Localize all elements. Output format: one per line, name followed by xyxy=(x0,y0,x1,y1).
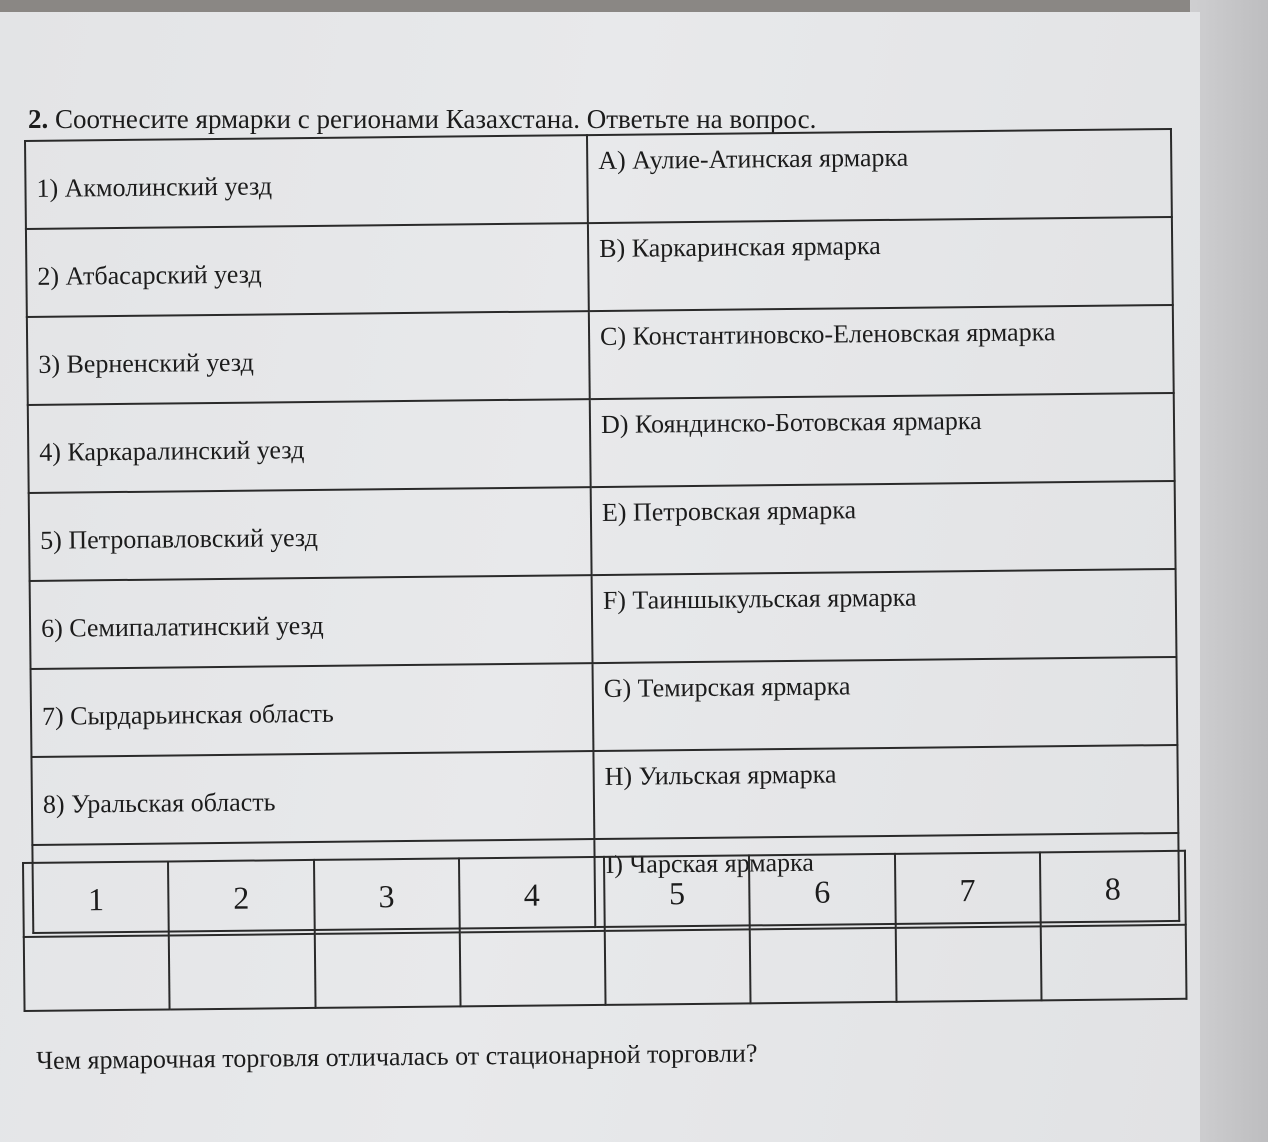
answer-table xyxy=(22,850,1188,1012)
region-cell: 5) Петропавловский уезд xyxy=(29,487,592,581)
answer-blank-cell[interactable] xyxy=(750,928,896,1004)
answer-header-row xyxy=(23,851,1186,937)
question-text: Чем ярмарочная торговля отличалась от стационарной торговли? xyxy=(36,1038,758,1075)
matching-row xyxy=(26,217,1173,317)
answer-header-cell: 2 xyxy=(168,860,314,936)
answer-header-cell: 6 xyxy=(749,854,895,930)
fair-cell: C) Константиновско-Еленовская ярмарка xyxy=(589,305,1174,399)
answer-header-cell: 1 xyxy=(23,861,169,937)
answer-input-row xyxy=(24,925,1187,1011)
answer-blank-cell[interactable] xyxy=(605,929,751,1005)
region-cell: 7) Сырдарьинская область xyxy=(31,663,594,757)
task-heading xyxy=(28,104,816,135)
matching-row xyxy=(31,745,1178,845)
fair-cell: B) Каркаринская ярмарка xyxy=(588,217,1173,311)
matching-row xyxy=(25,129,1172,229)
answer-blank-cell[interactable] xyxy=(460,931,606,1007)
fair-cell: H) Уильская ярмарка xyxy=(593,745,1178,839)
matching-row xyxy=(29,481,1176,581)
matching-table xyxy=(24,128,1180,934)
region-cell: 8) Уральская область xyxy=(31,751,594,845)
answer-header-cell: 4 xyxy=(459,857,605,933)
task-text: Соотнесите ярмарки с регионами Казахстана. Ответьте на вопрос. xyxy=(55,104,817,134)
region-cell: 3) Верненский уезд xyxy=(27,311,590,405)
region-cell: 2) Атбасарский уезд xyxy=(26,223,589,317)
matching-row xyxy=(28,393,1175,493)
fair-cell: I) Чарская ярмарка xyxy=(594,833,1179,927)
region-cell: 4) Каркаралинский уезд xyxy=(28,399,591,493)
answer-header-cell: 8 xyxy=(1040,851,1186,927)
matching-row xyxy=(31,657,1178,757)
answer-blank-cell[interactable] xyxy=(314,932,460,1008)
answer-header-cell: 7 xyxy=(894,852,1040,928)
fair-cell: G) Темирская ярмарка xyxy=(593,657,1178,751)
answer-blank-cell[interactable] xyxy=(895,926,1041,1002)
task-number: 2. xyxy=(28,104,49,134)
matching-row xyxy=(27,305,1174,405)
answer-header-cell: 3 xyxy=(313,858,459,934)
matching-row xyxy=(30,569,1177,669)
region-cell: 6) Семипалатинский уезд xyxy=(30,575,593,669)
fair-cell: D) Кояндинско-Ботовская ярмарка xyxy=(590,393,1175,487)
region-cell: 1) Акмолинский уезд xyxy=(25,135,588,229)
answer-blank-cell[interactable] xyxy=(169,934,315,1010)
fair-cell: E) Петровская ярмарка xyxy=(591,481,1176,575)
paper-edge xyxy=(1190,0,1268,1142)
fair-cell: F) Таиншыкульская ярмарка xyxy=(592,569,1177,663)
answer-header-cell: 5 xyxy=(604,855,750,931)
fair-cell: A) Аулие-Атинская ярмарка xyxy=(587,129,1172,223)
answer-blank-cell[interactable] xyxy=(1040,925,1186,1001)
answer-blank-cell[interactable] xyxy=(24,935,170,1011)
